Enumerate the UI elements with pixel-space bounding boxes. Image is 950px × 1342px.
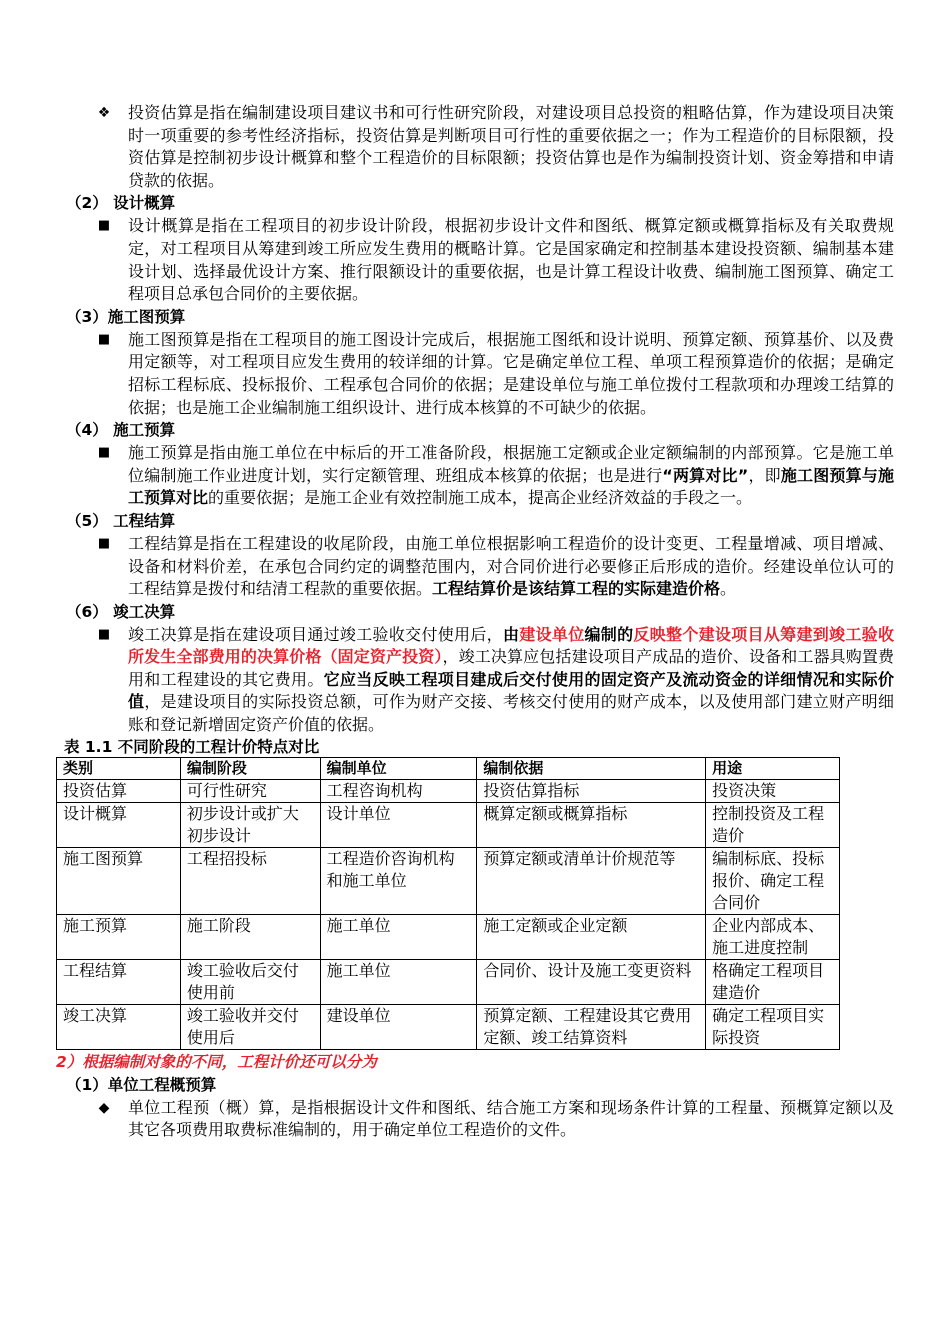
table-cell: 设计单位 (320, 802, 477, 847)
final-accounts-bold-3: 它应当反映工程项目建成后交付使用的固定资产及流动资金的详细情况和实际价值 (128, 669, 894, 712)
final-accounts-text-2: ，竣工决算应包括建设项目产成品的造价、设备和工器具购置费用和工程建设的其它费用。 (128, 647, 894, 689)
square-bullet-icon: ■ (97, 331, 111, 347)
unit-project-budget-paragraph (64, 1097, 894, 1142)
final-accounts-text-3: ，是建设项目的实际投资总额，可作为财产交接、考核交付使用的财产成本，以及使用部门建立财产明细账和登记新增固定资产价值的依据。 (128, 692, 894, 735)
settlement-paragraph (64, 533, 894, 601)
final-accounts-text-1: 竣工决算是指在建设项目通过竣工验收交付使用后， (128, 624, 503, 644)
column-header-stage: 编制阶段 (180, 757, 320, 779)
table-cell: 可行性研究 (180, 779, 320, 802)
table-cell: 施工定额或企业定额 (477, 914, 706, 959)
settlement-text-1: 工程结算是指在工程建设的收尾阶段，由施工单位根据影响工程造价的设计变更、工程量增减、项目增减、设备和材料价差，在承包合同约定的调整范围内，对合同价进行必要修正后形成的造价。经建设单位认可的工程结算是拨付和结清工程款的重要依据。 (128, 533, 894, 599)
square-bullet-icon: ■ (97, 445, 111, 461)
final-accounts-red-1: 建设单位 (519, 624, 585, 644)
table-row (57, 914, 840, 959)
table-row (57, 802, 840, 847)
settlement-text-2: 。 (720, 579, 737, 599)
table-row (57, 959, 840, 1004)
table-row (57, 779, 840, 802)
design-estimate-text: 设计概算是指在工程项目的初步设计阶段，根据初步设计文件和图纸、概算定额或概算指标及有关取费规定，对工程项目从筹建到竣工所应发生费用的概略计算。它是国家确定和控制基本建设投资额、编制基本建设计划、选择最优设计方案、推行限额设计的重要依据，也是计算工程设计收费、编制施工图预算、确定工程项目总承包合同价的主要依据。 (128, 216, 894, 304)
table-cell: 投资估算指标 (477, 779, 706, 802)
drawing-budget-heading: （3）施工图预算 (66, 307, 186, 326)
table-caption: 表 1.1 不同阶段的工程计价特点对比 (64, 737, 320, 756)
drawing-budget-text: 施工图预算是指在工程项目的施工图设计完成后，根据施工图纸和设计说明、预算定额、预算基价、以及费用定额等，对工程项目应发生费用的较详细的计算。它是确定单位工程、单项工程预算造价的依据；是确定招标工程标底、投标报价、工程承包合同价的依据；是建设单位与施工单位拨付工程款项和办理竣工结算的依据；也是施工企业编制施工组织设计、进行成本核算的不可缺少的依据。 (128, 329, 894, 417)
construction-budget-text-1: 施工预算是指由施工单位在中标后的开工准备阶段，根据施工定额或企业定额编制的内部预算。它是施工单位编制施工作业进度计划，实行定额管理、班组成本核算的依据；也是进行 (128, 443, 894, 485)
table-cell: 合同价、设计及施工变更资料 (477, 959, 706, 1004)
budget-comparison-definition: 施工图预算与施工预算对比 (128, 465, 894, 508)
settlement-key-statement: 工程结算价是该结算工程的实际建造价格 (432, 579, 721, 599)
table-cell: 控制投资及工程造价 (706, 802, 840, 847)
two-budget-comparison-term: “两算对比” (662, 465, 749, 485)
column-header-purpose: 用途 (706, 757, 840, 779)
design-estimate-paragraph (64, 215, 894, 305)
table-cell: 预算定额或清单计价规范等 (477, 847, 706, 914)
unit-project-budget-text: 单位工程预（概）算，是指根据设计文件和图纸、结合施工方案和现场条件计算的工程量、预概算定额以及其它各项费用取费标准编制的，用于确定单位工程造价的文件。 (128, 1097, 894, 1140)
table-cell: 投资估算 (57, 779, 181, 802)
table-cell: 设计概算 (57, 802, 181, 847)
table-cell: 施工阶段 (180, 914, 320, 959)
construction-budget-text-2: ，即 (748, 465, 781, 485)
square-bullet-icon: ■ (97, 218, 111, 234)
final-accounts-red-2: 反映整个建设项目从筹建到竣工验收所发生全部费用的决算价格（固定资产投资） (128, 624, 894, 667)
final-accounts-bold-2: 编制的 (584, 624, 634, 644)
table-cell: 投资决策 (706, 779, 840, 802)
table-cell: 概算定额或概算指标 (477, 802, 706, 847)
table-cell: 竣工决算 (57, 1004, 181, 1049)
document-page (56, 102, 894, 1142)
table-header-row (57, 757, 840, 779)
table-cell: 初步设计或扩大初步设计 (180, 802, 320, 847)
table-cell: 施工单位 (320, 914, 477, 959)
table-cell: 工程结算 (57, 959, 181, 1004)
square-bullet-icon: ■ (97, 535, 111, 551)
table-cell: 编制标底、投标报价、确定工程合同价 (706, 847, 840, 914)
construction-budget-text-3: 的重要依据；是施工企业有效控制施工成本，提高企业经济效益的手段之一。 (208, 488, 753, 508)
table-cell: 工程招投标 (180, 847, 320, 914)
column-header-unit: 编制单位 (320, 757, 477, 779)
pricing-comparison-table (56, 757, 840, 1050)
table-row (57, 847, 840, 914)
construction-budget-paragraph (64, 442, 894, 510)
table-cell: 工程造价咨询机构和施工单位 (320, 847, 477, 914)
construction-budget-heading: （4） 施工预算 (66, 421, 176, 440)
table-cell: 竣工验收并交付使用后 (180, 1004, 320, 1049)
drawing-budget-paragraph (64, 329, 894, 419)
column-header-category: 类别 (57, 757, 181, 779)
table-row (57, 1004, 840, 1049)
final-accounts-bold-1: 由 (502, 624, 520, 644)
final-accounts-paragraph (64, 624, 894, 737)
final-accounts-heading: （6） 竣工决算 (66, 602, 176, 621)
table-cell: 施工图预算 (57, 847, 181, 914)
table-cell: 施工预算 (57, 914, 181, 959)
table-cell: 竣工验收后交付使用前 (180, 959, 320, 1004)
investment-estimate-paragraph (64, 102, 894, 192)
table-cell: 施工单位 (320, 959, 477, 1004)
part2-heading: 2）根据编制对象的不同，工程计价还可以分为 (56, 1052, 377, 1071)
square-bullet-icon: ■ (97, 626, 111, 642)
table-cell: 企业内部成本、施工进度控制 (706, 914, 840, 959)
investment-estimate-text: 投资估算是指在编制建设项目建议书和可行性研究阶段，对建设项目总投资的粗略估算，作为建设项目决策时一项重要的参考性经济指标，投资估算是判断项目可行性的重要依据之一；作为工程造价的目标限额，投资估算是控制初步设计概算和整个工程造价的目标限额；投资估算也是作为编制投资计划、资金筹措和申请贷款的依据。 (128, 103, 894, 190)
unit-project-budget-heading: （1）单位工程概预算 (66, 1075, 217, 1094)
table-cell: 格确定工程项目建造价 (706, 959, 840, 1004)
table-cell: 工程咨询机构 (320, 779, 477, 802)
column-header-basis: 编制依据 (477, 757, 706, 779)
settlement-heading: （5） 工程结算 (66, 511, 176, 530)
diamond-bullet-icon: ❖ (97, 105, 111, 121)
table-cell: 确定工程项目实际投资 (706, 1004, 840, 1049)
design-estimate-heading: （2） 设计概算 (66, 194, 176, 213)
table-cell: 预算定额、工程建设其它费用定额、竣工结算资料 (477, 1004, 706, 1049)
table-cell: 建设单位 (320, 1004, 477, 1049)
diamond-bullet-icon: ◆ (98, 1099, 110, 1116)
